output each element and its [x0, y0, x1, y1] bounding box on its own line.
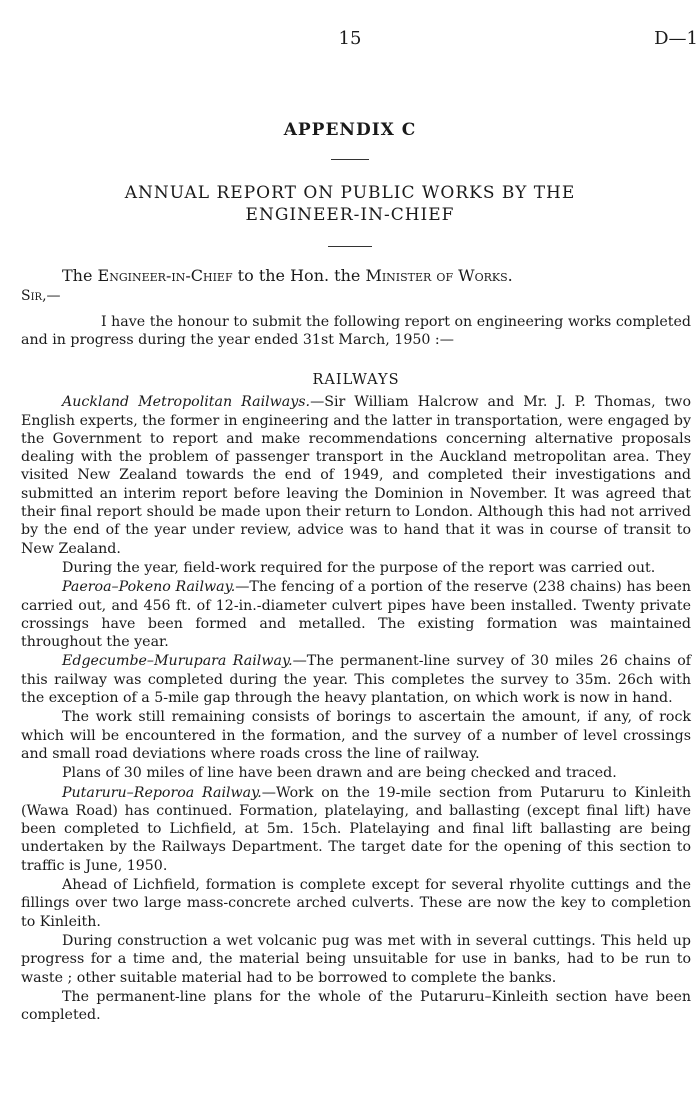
section-heading: RAILWAYS — [312, 372, 400, 388]
paragraph-text: The permanent-line plans for the whole of the Putaruru–Kinleith section have been completed. — [21, 988, 691, 1024]
intro-block — [21, 313, 691, 351]
paragraph-text: Ahead of Lichfield, formation is complete except for several rhyolite cuttings and the fillings over two large mass-concrete arched culverts. These are now the key to completion to Kinleith. — [21, 877, 691, 930]
body-paragraph — [21, 578, 691, 651]
salutation-end: . — [507, 266, 513, 285]
divider — [331, 159, 369, 160]
body-paragraph — [21, 559, 691, 577]
intro-paragraph: I have the honour to submit the following report on engineering works completed and in progress during the year ended 31st March, 1950 :— — [21, 314, 691, 349]
body-paragraph — [21, 708, 691, 763]
body-paragraph — [21, 932, 691, 987]
salutation-the: The — [62, 266, 93, 285]
body-paragraph — [21, 652, 691, 707]
salutation-minister: Minister of Works — [365, 266, 508, 285]
body-paragraph — [21, 393, 691, 558]
paragraph-lead-heading: Paeroa–Pokeno Railway. — [62, 579, 236, 596]
document-reference: D—1 — [654, 28, 698, 49]
body-paragraph — [21, 988, 691, 1025]
paragraph-text: During construction a wet volcanic pug was met with in several cuttings. This held up progress for a time and, the material being unsuitable for use in banks, had to be run to waste ; other suitable material had to be borrowed to complete the banks. — [21, 932, 691, 986]
body-paragraph — [21, 764, 691, 782]
divider — [328, 246, 372, 247]
paragraph-text: —The permanent-line survey of 30 miles 26 chains of this railway was completed during the year. This completes the survey to 35m. 26ch with the exception of a 5-mile gap through the heavy plantation, on which work is now in hand. — [21, 653, 692, 707]
paragraph-lead-heading: Edgecumbe–Murupara Railway. — [62, 653, 293, 670]
report-title-line-2: ENGINEER-IN-CHIEF — [245, 205, 455, 225]
salutation-line — [62, 266, 513, 285]
salutation-to: to the Hon. the — [232, 266, 366, 285]
paragraph-text: —Work on the 19-mile section from Putaruru to Kinleith (Wawa Road) has continued. Formation, platelaying, and ballasting (except final lift) have been completed to Lichfield, at 5m. 15ch. Platelaying and final lift ballasting are being undertaken by the Railways Department. The target date for the opening of this section to traffic is June, 1950. — [21, 784, 691, 874]
paragraph-text: —The fencing of a portion of the reserve (238 chains) has been carried out, and 456 ft. of 12-in.-diameter culvert pipes have been installed. Twenty private crossings have been formed and metalled. The existing formation was maintained throughout the year. — [21, 579, 691, 651]
sir-greeting: Sir,— — [21, 288, 61, 304]
paragraph-text: —Sir William Halcrow and Mr. J. P. Thomas, two English experts, the former in engineering and the latter in transportation, were engaged by the Government to report and make recommendations concerning alternative proposals dealing with the problem of passenger transport in the Auckland metropolitan area. They visited New Zealand towards the end of 1949, and completed their investigations and submitted an interim report before leaving the Dominion in November. It was agreed that their final report should be made upon their return to London. Although this had not arrived by the end of the year under review, advice was to hand that it was in course of transit to New Zealand. — [21, 394, 691, 557]
paragraph-text: The work still remaining consists of borings to ascertain the amount, if any, of rock which will be encountered in the formation, and the survey of a number of level crossings and small road deviations where roads cross the line of railway. — [21, 709, 691, 762]
appendix-title: APPENDIX C — [283, 120, 417, 140]
paragraph-lead-heading: Auckland Metropolitan Railways. — [62, 394, 311, 411]
report-title — [20, 182, 680, 226]
main-body — [21, 365, 691, 1025]
report-title-line-1: ANNUAL REPORT ON PUBLIC WORKS BY THE — [124, 183, 576, 203]
paragraph-text: Plans of 30 miles of line have been drawn and are being checked and traced. — [62, 765, 617, 782]
paragraph-list — [21, 393, 691, 1024]
body-paragraph — [21, 876, 691, 931]
paragraph-lead-heading: Putaruru–Reporoa Railway. — [62, 784, 262, 801]
salutation-from: Engineer-in-Chief — [97, 266, 233, 285]
page-number: 15 — [338, 28, 362, 49]
paragraph-text: During the year, field-work required for the purpose of the report was carried out. — [62, 559, 656, 576]
body-paragraph — [21, 784, 691, 875]
